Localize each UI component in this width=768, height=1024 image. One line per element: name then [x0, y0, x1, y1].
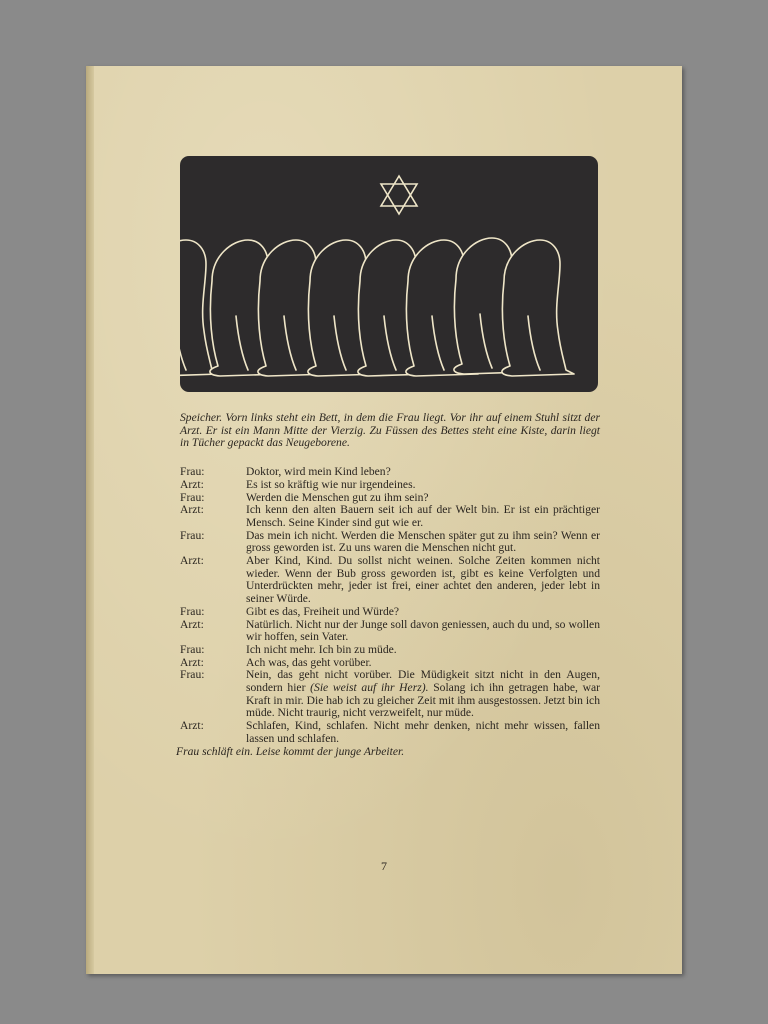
dialogue-line: [180, 619, 600, 644]
speaker: Arzt:: [180, 719, 204, 733]
speech: Doktor, wird mein Kind leben?: [246, 465, 391, 479]
dialogue-line: [180, 720, 600, 745]
speech: Ich kenn den alten Bauern seit ich auf der Welt bin. Er ist ein prächtiger Mensch. Seine Kinder sind gut wie er.: [246, 503, 600, 529]
speaker: Frau:: [180, 604, 205, 618]
speech: Schlafen, Kind, schlafen. Nicht mehr denken, nicht mehr wissen, fallen lassen und schlafen.: [246, 719, 600, 745]
speech: Das mein ich nicht. Werden die Menschen später gut zu ihm sein? Wenn er gross geworden ist. Zu uns waren die Menschen nicht gut.: [246, 528, 600, 555]
speech: Aber Kind, Kind. Du sollst nicht weinen. Solche Zeiten kommen nicht wieder. Wenn der Bub gross geworden ist, gibt es keine Verfolgten und Unterdrückten mehr, jeder ist frei, einer achtet den anderen, jeder lebt in seiner Würde.: [246, 554, 600, 606]
dialogue-line: [180, 530, 600, 555]
speaker: Arzt:: [180, 554, 204, 568]
speaker: Frau:: [180, 668, 205, 682]
speaker: Arzt:: [180, 477, 204, 491]
speech: Werden die Menschen gut zu ihm sein?: [246, 490, 429, 504]
speaker: Frau:: [180, 465, 205, 479]
speaker: Frau:: [180, 642, 205, 656]
speech: Es ist so kräftig wie nur irgendeines.: [246, 477, 416, 491]
speaker: Frau:: [180, 528, 205, 542]
dialogue-line: [180, 669, 600, 720]
page-binding-edge: [86, 66, 94, 974]
speech: Ich nicht mehr. Ich bin zu müde.: [246, 642, 397, 656]
dialogue-line: [180, 606, 600, 619]
dialogue-line: [180, 504, 600, 529]
stage-direction: Speicher. Vorn links steht ein Bett, in dem die Frau liegt. Vor ihr auf einem Stuhl sitzt der Arzt. Er ist ein Mann Mitte der Vierzig. Zu Füssen des Bettes steht eine Kiste, darin liegt in Tücher gepackt das Neugeborene.: [180, 411, 600, 450]
dialogue-line: [180, 555, 600, 606]
speaker: Arzt:: [180, 617, 204, 631]
inline-stage-direction: (Sie weist auf ihr Herz).: [310, 681, 429, 695]
star-of-david-icon: [381, 176, 417, 214]
closing-stage-direction: Frau schläft ein. Leise kommt der junge Arbeiter.: [176, 744, 405, 758]
dialogue-line: [180, 644, 600, 657]
speaker: Frau:: [180, 490, 205, 504]
illustration-hooded-figures: [180, 156, 598, 392]
book-page: [86, 66, 682, 974]
dialogue-line: [180, 466, 600, 479]
speaker: Arzt:: [180, 655, 204, 669]
dialogue-line: [180, 479, 600, 492]
speech-part: Nein, das geht nicht vorüber. Die Müdigkeit sitzt nicht in den Augen, sondern hier: [246, 668, 600, 695]
speech-part: Solang ich ihn getragen habe, war Kraft in mir. Die hab ich zu gleicher Zeit mit ihm ausgestossen. Jetzt bin ich müde. Nicht traurig, nicht verzweifelt, nur müde.: [246, 681, 600, 720]
speaker: Arzt:: [180, 503, 204, 517]
hooded-figures-line-art: [180, 238, 574, 376]
speech: Natürlich. Nicht nur der Junge soll davon geniessen, auch du und, so wollen wir hoffen, sein Vater.: [246, 617, 600, 644]
page-number: 7: [381, 859, 387, 873]
play-text: [176, 411, 600, 770]
speech: [246, 669, 600, 720]
speech: Ach was, das geht vorüber.: [246, 655, 372, 669]
speech: Gibt es das, Freiheit und Würde?: [246, 604, 400, 618]
